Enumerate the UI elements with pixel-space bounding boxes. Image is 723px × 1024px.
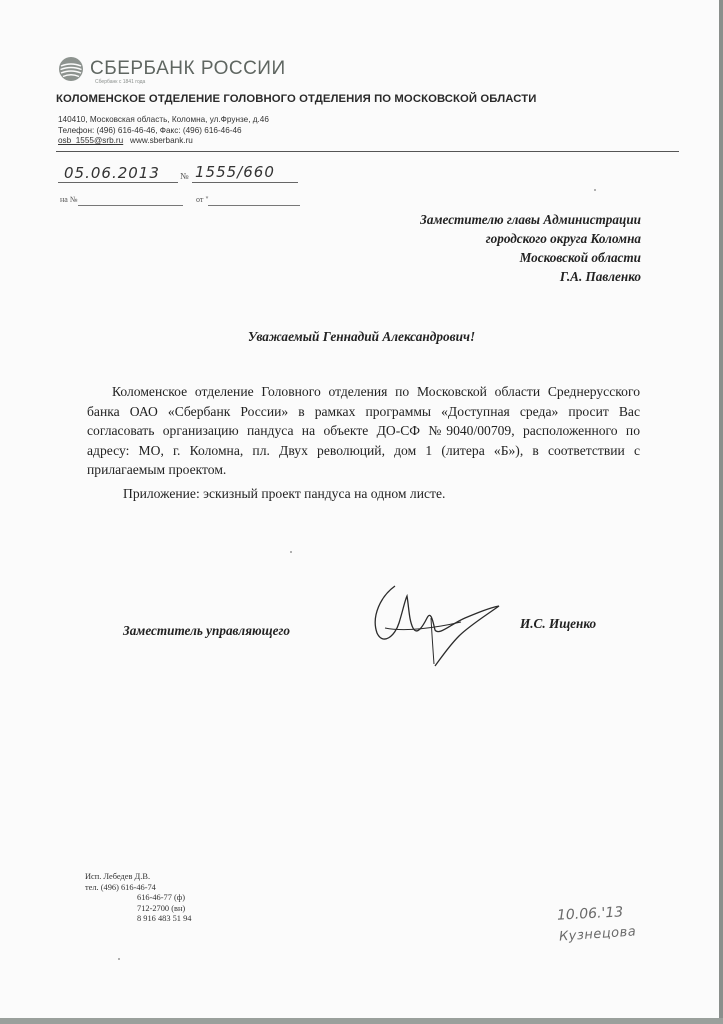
address-line: 140410, Московская область, Коломна, ул.Фрунзе, д.46: [58, 115, 269, 124]
scan-speck: [290, 551, 292, 553]
header-divider: [56, 151, 679, 152]
inbound-number-line: [78, 205, 183, 206]
bank-logo: [58, 56, 286, 82]
addressee-line: городского округа Коломна: [485, 231, 641, 246]
scan-speck: [118, 958, 120, 960]
number-underline: [192, 182, 298, 183]
executor-phone: 712-2700 (вн): [137, 903, 186, 913]
executor-block: [85, 872, 191, 925]
executor-phone: 616-46-77 (ф): [137, 893, 185, 903]
phone-line: Телефон: (496) 616-46-46, Факс: (496) 616-46-46: [58, 125, 242, 135]
addressee-block: [420, 210, 641, 286]
salutation: Уважаемый Геннадий Александрович!: [247, 329, 476, 344]
sberbank-logo-icon: [58, 56, 84, 82]
outgoing-number: 1555/660: [195, 163, 275, 181]
inbound-number-label: на №: [60, 195, 78, 204]
executor-name: Исп. Лебедев Д.В.: [85, 872, 151, 881]
inbound-date-label: от ": [196, 195, 209, 204]
logo-tagline: Сбербанк с 1841 года: [95, 79, 146, 85]
outgoing-number-label: №: [180, 171, 189, 181]
website-link[interactable]: www.sberbank.ru: [130, 136, 193, 145]
logo-text: СБЕРБАНК РОССИИ: [90, 58, 286, 79]
addressee-line: Г.А. Павленко: [559, 269, 641, 284]
addressee-line: Заместителю главы Администрации: [420, 212, 641, 227]
signer-title: Заместитель управляющего: [123, 623, 290, 638]
date-underline: [58, 182, 178, 183]
letter-body: Коломенское отделение Головного отделения по Московской области Среднерусского банка ОАО «Сбербанк России» в рамках программы «Доступная среда» просит Вас согласовать организацию пандуса на объекте ДО-СФ №9040/00709, расположенного по адресу: МО, г. Коломна, пл. Двух революций, дом 1 (литера «Б»), в соответствии с прилагаемым проектом.: [87, 384, 640, 477]
inbound-date-line: [208, 205, 300, 206]
inbound-reference: [58, 195, 308, 209]
executor-phone: тел. (496) 616-46-74: [85, 882, 156, 892]
web-line: [58, 136, 269, 147]
addressee-line: Московской области: [519, 250, 641, 265]
outgoing-date: 05.06.2013: [64, 164, 160, 182]
scan-edge-right: [719, 0, 723, 1024]
executor-phone: 8 916 483 51 94: [137, 914, 192, 924]
contact-block: [58, 115, 269, 147]
attachment-note: Приложение: эскизный проект пандуса на одном листе.: [123, 486, 446, 501]
signer-name: И.С. Ищенко: [520, 616, 597, 631]
scan-edge-bottom: [0, 1018, 723, 1024]
registration-name: Кузнецова: [558, 924, 637, 945]
scan-speck: [594, 189, 596, 191]
branch-name: КОЛОМЕНСКОЕ ОТДЕЛЕНИЕ ГОЛОВНОГО ОТДЕЛЕНИЯ ПО МОСКОВСКОЙ ОБЛАСТИ: [56, 93, 537, 105]
registration-date: 10.06.'13: [556, 904, 624, 924]
handwritten-signature: [365, 578, 515, 673]
email-link[interactable]: osb_1555@srb.ru: [58, 136, 124, 145]
